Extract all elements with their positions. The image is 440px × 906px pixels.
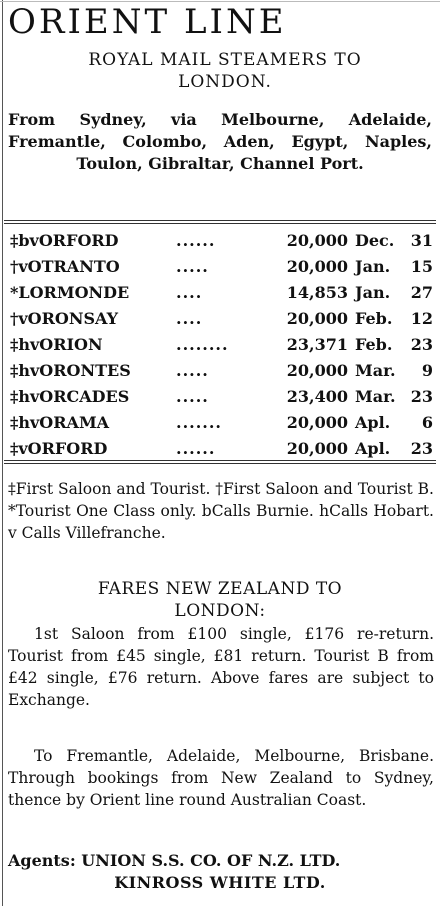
sailing-day: 23: [410, 335, 433, 354]
ship-name: ‡hvORONTES: [10, 361, 131, 380]
agents-line-1: Agents: UNION S.S. CO. OF N.Z. LTD.: [8, 851, 341, 870]
route-description: From Sydney, via Melbourne, Adelaide, Fremantle, Colombo, Aden, Egypt, Naples, Toulon, Gibraltar, Channel Port.: [8, 110, 432, 173]
fares-heading: [0, 578, 440, 622]
fares-heading-line-1: FARES NEW ZEALAND TO: [97, 579, 343, 599]
ship-name: †vOTRANTO: [10, 257, 120, 276]
ship-name: ‡hvORION: [10, 335, 103, 354]
ship-tonnage: 20,000: [286, 309, 348, 328]
sailing-month: Apl.: [355, 439, 391, 458]
sailing-month: Mar.: [355, 387, 396, 406]
leader-dots: .....: [176, 257, 209, 276]
ship-tonnage: 20,000: [286, 231, 348, 250]
ship-tonnage: 23,371: [286, 335, 348, 354]
leader-dots: ....: [176, 309, 203, 328]
subtitle-line-1: ROYAL MAIL STEAMERS TO: [88, 50, 362, 70]
sailing-date: [355, 256, 433, 278]
schedule-top-rule-inner: [4, 223, 436, 224]
sailing-date: [355, 360, 433, 382]
ship-name: ‡hvORCADES: [10, 387, 130, 406]
schedule-row: [0, 308, 440, 330]
sailing-date: [355, 282, 433, 304]
schedule-top-rule: [4, 220, 436, 221]
ad-subtitle: [20, 49, 430, 93]
sailing-month: Apl.: [355, 413, 391, 432]
ship-tonnage: 20,000: [286, 439, 348, 458]
schedule-bottom-rule: [4, 460, 436, 461]
leader-dots: ....: [176, 283, 203, 302]
sailing-month: Dec.: [355, 231, 395, 250]
ship-tonnage: 20,000: [286, 257, 348, 276]
leader-dots: .....: [176, 361, 209, 380]
sailing-day: 9: [421, 361, 433, 380]
fares-heading-line-2: LONDON:: [174, 601, 266, 621]
sailing-date: [355, 230, 433, 252]
leader-dots: ........: [176, 335, 229, 354]
ship-tonnage: 20,000: [286, 361, 348, 380]
class-legend: ‡First Saloon and Tourist. †First Saloon and Tourist B. *Tourist One Class only. bCalls Burnie. hCalls Hobart. v Calls Villefranche.: [8, 480, 434, 542]
sailing-month: Feb.: [355, 309, 393, 328]
sailing-day: 23: [410, 387, 433, 406]
ship-name: ‡hvORAMA: [10, 413, 110, 432]
sailing-month: Feb.: [355, 335, 393, 354]
sailing-month: Jan.: [355, 283, 391, 302]
sailing-date: [355, 334, 433, 356]
through-bookings-text: To Fremantle, Adelaide, Melbourne, Brisbane. Through bookings from New Zealand to Sydney, thence by Orient line round Australian Coast.: [8, 747, 434, 809]
ship-tonnage: 23,400: [286, 387, 348, 406]
ship-name: ‡vORFORD: [10, 439, 108, 458]
ad-title: ORIENT LINE: [8, 2, 287, 42]
schedule-row: [0, 360, 440, 382]
ship-name: ‡bvORFORD: [10, 231, 119, 250]
leader-dots: ......: [176, 231, 216, 250]
fares-text: 1st Saloon from £100 single, £176 re-return. Tourist from £45 single, £81 return. Tourist B from £42 single, £76 return. Above fares are subject to Exchange.: [8, 625, 434, 709]
sailing-date: [355, 412, 433, 434]
leader-dots: .......: [176, 413, 222, 432]
schedule-row: [0, 438, 440, 460]
schedule-row: [0, 412, 440, 434]
schedule-row: [0, 386, 440, 408]
leader-dots: ......: [176, 439, 216, 458]
agents-line-2: KINROSS WHITE LTD.: [114, 873, 326, 892]
sailing-date: [355, 308, 433, 330]
leader-dots: .....: [176, 387, 209, 406]
sailing-day: 6: [421, 413, 433, 432]
sailing-day: 12: [410, 309, 433, 328]
ship-tonnage: 20,000: [286, 413, 348, 432]
ship-name: *LORMONDE: [10, 283, 130, 302]
sailing-day: 15: [410, 257, 433, 276]
schedule-row: [0, 230, 440, 252]
sailing-date: [355, 386, 433, 408]
sailing-month: Jan.: [355, 257, 391, 276]
sailing-day: 23: [410, 439, 433, 458]
sailing-date: [355, 438, 433, 460]
ship-tonnage: 14,853: [286, 283, 348, 302]
sailing-month: Mar.: [355, 361, 396, 380]
schedule-row: [0, 282, 440, 304]
sailing-day: 31: [410, 231, 433, 250]
schedule-row: [0, 256, 440, 278]
ship-name: †vORONSAY: [10, 309, 119, 328]
schedule-row: [0, 334, 440, 356]
subtitle-line-2: LONDON.: [178, 72, 272, 92]
sailing-day: 27: [410, 283, 433, 302]
schedule-bottom-rule-inner: [4, 463, 436, 464]
